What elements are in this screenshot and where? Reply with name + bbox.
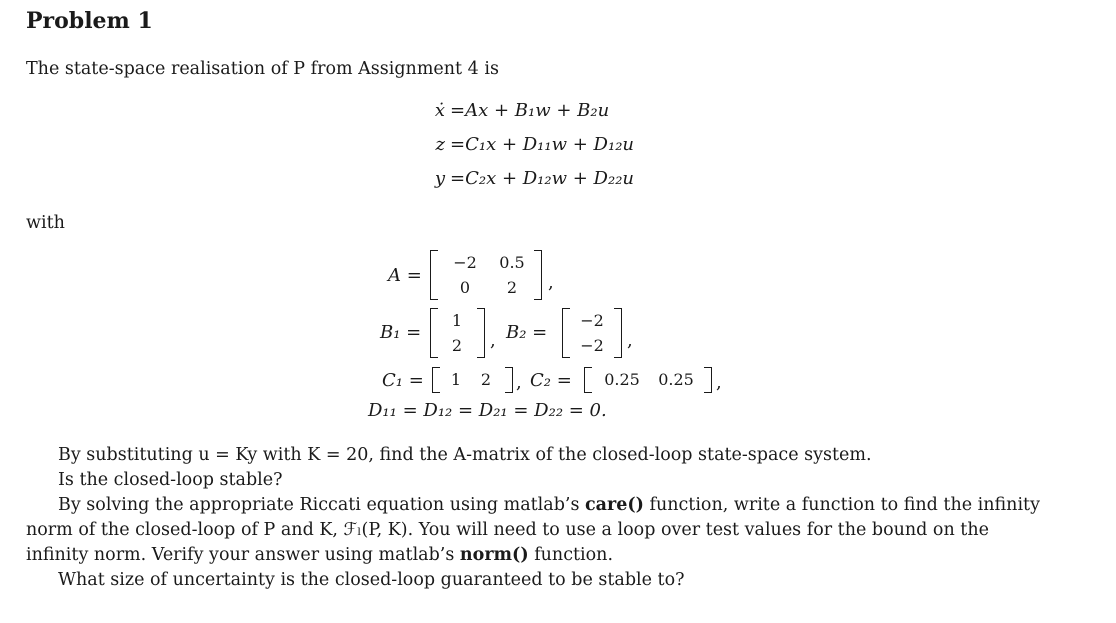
- matrix-C2-label: C₂ =: [530, 370, 572, 391]
- matrix-B1-right-bracket: [477, 308, 485, 358]
- matrix-B2-left-bracket: [562, 308, 570, 358]
- matrix-B2-cell: −2: [580, 336, 604, 355]
- text: function, write a function to find the infinity: [643, 495, 1040, 515]
- matrix-C2-right-bracket: [704, 367, 712, 393]
- eq1-rhs: =Ax + B₁w + B₂u: [450, 100, 610, 121]
- eq2-rhs: =C₁x + D₁₁w + D₁₂u: [450, 134, 634, 155]
- comma: ,: [627, 330, 633, 351]
- text: function.: [528, 545, 614, 565]
- question-riccati-line2: norm of the closed-loop of P and K, ℱₗ(P, K). You will need to use a loop over test values for the bound on the: [26, 520, 989, 540]
- matrix-A-label: A =: [388, 265, 422, 286]
- matrix-A-cell: 0.5: [499, 253, 525, 272]
- matrix-C2-left-bracket: [584, 367, 592, 393]
- text: infinity norm. Verify your answer using matlab’s: [26, 545, 460, 565]
- text: By solving the appropriate Riccati equation using matlab’s: [58, 495, 585, 515]
- norm-function: norm(): [459, 545, 529, 565]
- matrix-B2-cell: −2: [580, 311, 604, 330]
- comma: ,: [490, 330, 496, 351]
- matrix-B1-cell: 2: [451, 336, 463, 355]
- comma: ,: [716, 372, 722, 393]
- comma: ,: [516, 372, 522, 393]
- care-function: care(): [585, 495, 644, 515]
- matrix-B2-right-bracket: [614, 308, 622, 358]
- question-riccati-line3: [26, 545, 613, 565]
- comma: ,: [548, 272, 554, 293]
- matrix-A-cell: 0: [459, 278, 471, 297]
- eq3-rhs: =C₂x + D₁₂w + D₂₂u: [450, 168, 634, 189]
- matrix-A-cell: 2: [506, 278, 518, 297]
- eq1-lhs: ẋ: [434, 100, 445, 121]
- matrix-C1-label: C₁ =: [382, 370, 424, 391]
- matrix-A-left-bracket: [430, 250, 438, 300]
- matrix-C2-cell: 0.25: [604, 370, 640, 389]
- eq2-lhs: z: [435, 134, 445, 155]
- matrix-B1-cell: 1: [451, 311, 463, 330]
- matrix-A-cell: −2: [453, 253, 477, 272]
- problem-title: Problem 1: [26, 8, 153, 34]
- with-label: with: [26, 213, 65, 233]
- matrix-C1-cell: 2: [480, 370, 492, 389]
- matrix-C1-right-bracket: [505, 367, 513, 393]
- question-closed-loop-matrix: By substituting u = Ky with K = 20, find the A-matrix of the closed-loop state-space system.: [58, 445, 872, 465]
- matrix-A-right-bracket: [534, 250, 542, 300]
- matrix-C2-cell: 0.25: [658, 370, 694, 389]
- question-uncertainty: What size of uncertainty is the closed-loop guaranteed to be stable to?: [58, 570, 685, 590]
- question-riccati-line1: [58, 495, 1040, 515]
- question-stability: Is the closed-loop stable?: [58, 470, 283, 490]
- matrix-B2-label: B₂ =: [506, 322, 548, 343]
- intro-text: The state-space realisation of P from Assignment 4 is: [26, 59, 499, 79]
- eq3-lhs: y: [434, 168, 445, 189]
- matrix-D-line: D₁₁ = D₁₂ = D₂₁ = D₂₂ = 0.: [368, 400, 607, 421]
- matrix-B1-label: B₁ =: [380, 322, 422, 343]
- matrix-C1-cell: 1: [450, 370, 462, 389]
